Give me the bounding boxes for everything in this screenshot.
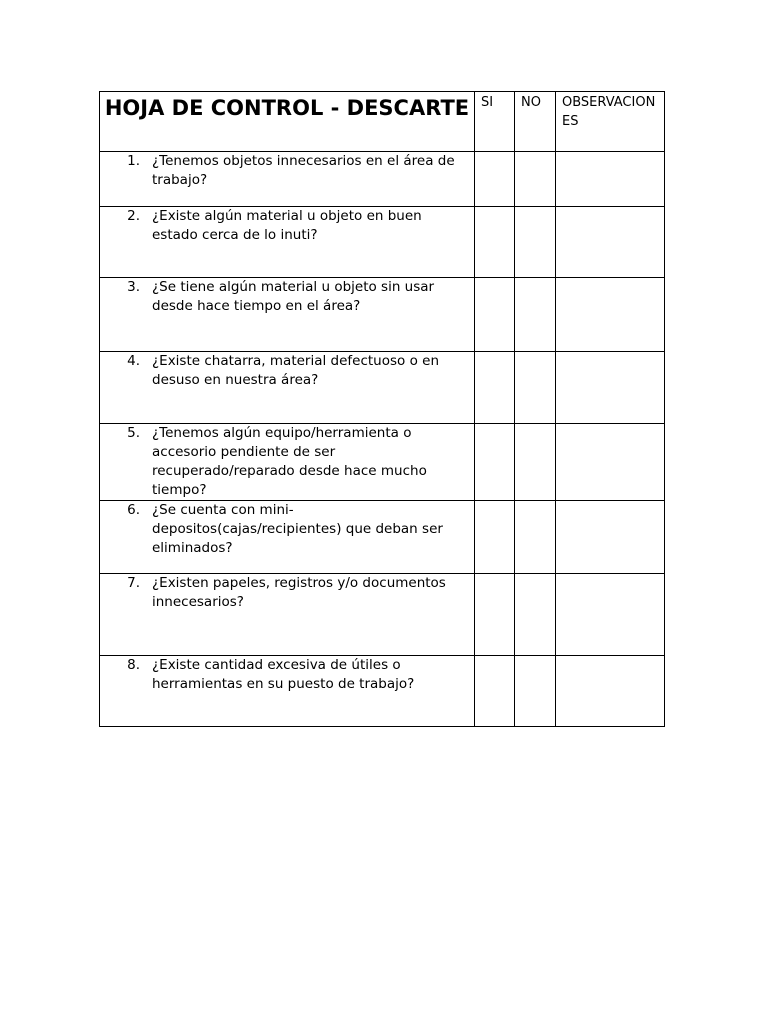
- answer-si-cell[interactable]: [475, 424, 515, 501]
- question-text: ¿Se tiene algún material u objeto sin usar desde hace tiempo en el área?: [152, 279, 435, 314]
- answer-si-cell[interactable]: [475, 574, 515, 656]
- question-cell: [100, 656, 475, 727]
- question-number: 8.: [127, 657, 140, 673]
- header-row: [100, 92, 665, 152]
- question-number: 2.: [127, 208, 140, 224]
- control-sheet-table: [99, 91, 665, 727]
- question-cell: [100, 278, 475, 352]
- observations-cell[interactable]: [556, 352, 665, 424]
- observations-cell[interactable]: [556, 656, 665, 727]
- table-row: [100, 656, 665, 727]
- answer-no-cell[interactable]: [515, 207, 556, 278]
- answer-si-cell[interactable]: [475, 352, 515, 424]
- answer-no-cell[interactable]: [515, 352, 556, 424]
- question-cell: [100, 574, 475, 656]
- question-text: ¿Existe cantidad excesiva de útiles o herramientas en su puesto de trabajo?: [152, 657, 415, 692]
- observations-cell[interactable]: [556, 278, 665, 352]
- question-text: ¿Tenemos objetos innecesarios en el área de trabajo?: [152, 153, 455, 188]
- observations-cell[interactable]: [556, 574, 665, 656]
- sheet-title: HOJA DE CONTROL - DESCARTE: [100, 92, 475, 152]
- question-number: 1.: [127, 153, 140, 169]
- question-cell: [100, 152, 475, 207]
- question-text: ¿Tenemos algún equipo/herramienta o accesorio pendiente de ser recuperado/reparado desde hace mucho tiempo?: [152, 425, 427, 498]
- answer-no-cell[interactable]: [515, 424, 556, 501]
- table-row: [100, 278, 665, 352]
- answer-no-cell[interactable]: [515, 574, 556, 656]
- answer-no-cell[interactable]: [515, 278, 556, 352]
- question-number: 4.: [127, 353, 140, 369]
- answer-no-cell[interactable]: [515, 501, 556, 574]
- table-row: [100, 501, 665, 574]
- table-row: [100, 424, 665, 501]
- question-number: 3.: [127, 279, 140, 295]
- answer-si-cell[interactable]: [475, 152, 515, 207]
- question-text: ¿Se cuenta con mini-depositos(cajas/recipientes) que deban ser eliminados?: [152, 502, 443, 556]
- answer-no-cell[interactable]: [515, 656, 556, 727]
- question-number: 6.: [127, 502, 140, 518]
- question-number: 5.: [127, 425, 140, 441]
- column-header-observaciones: OBSERVACIONES: [556, 92, 665, 152]
- question-cell: [100, 207, 475, 278]
- answer-si-cell[interactable]: [475, 501, 515, 574]
- question-cell: [100, 352, 475, 424]
- answer-no-cell[interactable]: [515, 152, 556, 207]
- observations-cell[interactable]: [556, 424, 665, 501]
- question-text: ¿Existen papeles, registros y/o documentos innecesarios?: [152, 575, 446, 610]
- observations-cell[interactable]: [556, 207, 665, 278]
- question-text: ¿Existe algún material u objeto en buen estado cerca de lo inuti?: [152, 208, 422, 243]
- column-header-no: NO: [515, 92, 556, 152]
- table-row: [100, 352, 665, 424]
- table-row: [100, 207, 665, 278]
- answer-si-cell[interactable]: [475, 278, 515, 352]
- question-cell: [100, 424, 475, 501]
- question-text: ¿Existe chatarra, material defectuoso o en desuso en nuestra área?: [152, 353, 439, 388]
- question-number: 7.: [127, 575, 140, 591]
- observations-cell[interactable]: [556, 152, 665, 207]
- answer-si-cell[interactable]: [475, 207, 515, 278]
- observations-cell[interactable]: [556, 501, 665, 574]
- table-row: [100, 152, 665, 207]
- answer-si-cell[interactable]: [475, 656, 515, 727]
- table-row: [100, 574, 665, 656]
- question-cell: [100, 501, 475, 574]
- column-header-si: SI: [475, 92, 515, 152]
